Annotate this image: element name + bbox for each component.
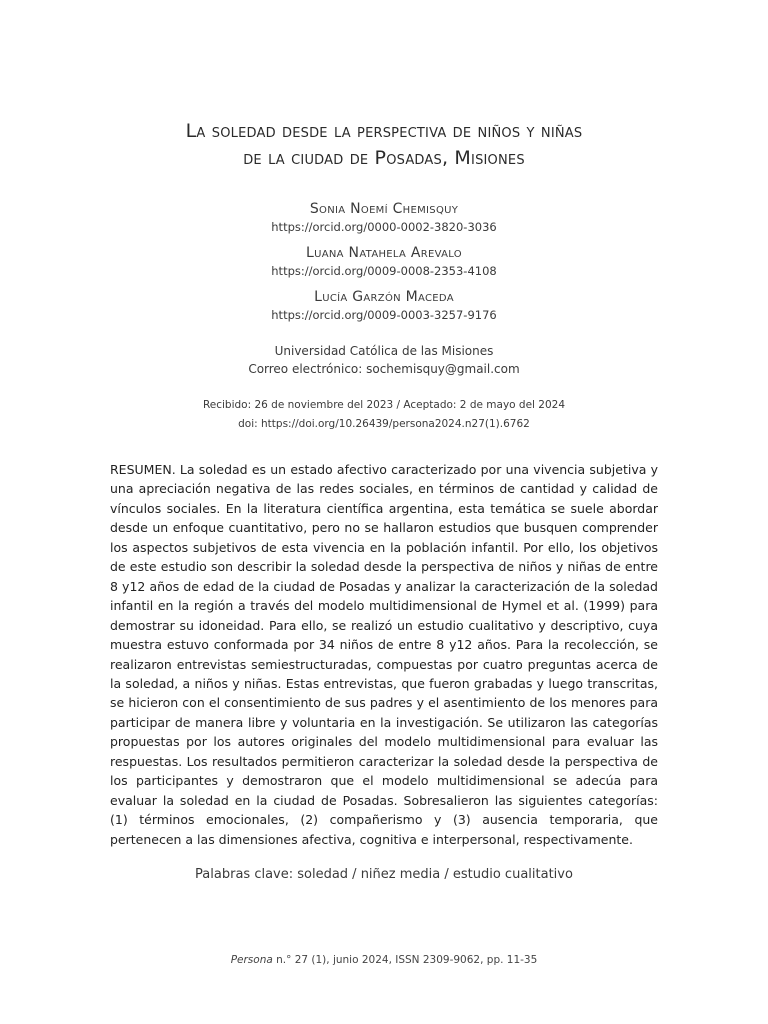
received-accepted-dates: Recibido: 26 de noviembre del 2023 / Aceptado: 2 de mayo del 2024 — [202, 399, 566, 411]
author-entry — [0, 244, 768, 280]
abstract — [110, 460, 658, 849]
author-entry — [0, 200, 768, 236]
keywords: Palabras clave: soledad / niñez media / estudio cualitativo — [195, 867, 573, 882]
author-entry — [0, 288, 768, 324]
doi-link[interactable]: doi: https://doi.org/10.26439/persona2024.n27(1).6762 — [238, 418, 530, 430]
author-name: Sonia Noemí Chemisquy — [309, 201, 459, 217]
affiliation — [0, 342, 768, 378]
title-line-1: La soledad desde la perspectiva de niños y niñas — [185, 120, 583, 142]
author-name: Lucía Garzón Maceda — [314, 289, 454, 305]
publication-dates — [0, 396, 768, 434]
journal-issue-info: n.° 27 (1), junio 2024, ISSN 2309-9062, pp. 11-35 — [272, 954, 538, 966]
journal-name: Persona — [230, 954, 273, 966]
institution: Universidad Católica de las Misiones — [274, 344, 494, 358]
author-name: Luana Natahela Arevalo — [306, 245, 462, 261]
article-title — [0, 118, 768, 172]
journal-footer — [0, 952, 768, 968]
author-list — [0, 200, 768, 332]
author-orcid-link[interactable]: https://orcid.org/0009-0003-3257-9176 — [271, 308, 497, 322]
author-orcid-link[interactable]: https://orcid.org/0009-0008-2353-4108 — [271, 264, 497, 278]
abstract-text: RESUMEN. La soledad es un estado afectivo caracterizado por una vivencia subjetiva y una apreciación negativa de las redes sociales, en términos de cantidad y calidad de vínculos sociales. En la literatura científica argentina, esta temática se suele abordar desde un enfoque cuantitativo, pero no se hallaron estudios que busquen comprender los aspectos subjetivos de esta vivencia en la población infantil. Por ello, los objetivos de este estudio son describir la soledad desde la perspectiva de niños y niñas de entre 8 y12 años de edad de la ciudad de Posadas y analizar la caracterización de la soledad infantil en la región a través del modelo multidimensional de Hymel et al. (1999) para demostrar su idoneidad. Para ello, se realizó un estudio cualitativo y descriptivo, cuya muestra estuvo conformada por 34 niños de entre 8 y12 años. Para la recolección, se realizaron entrevistas semiestructuradas, compuestas por cuatro preguntas acerca de la soledad, a niños y niñas. Estas entrevistas, que fueron grabadas y luego transcritas, se hicieron con el consentimiento de sus padres y el asentimiento de los menores para participar de manera libre y voluntaria en la investigación. Se utilizaron las categorías propuestas por los autores originales del modelo multidimensional para evaluar las respuestas. Los resultados permitieron caracterizar la soledad desde la perspectiva de los participantes y demostraron que el modelo multidimensional se adecúa para evaluar la soledad en la ciudad de Posadas. Sobresalieron las siguientes categorías: (1) términos emocionales, (2) compañerismo y (3) ausencia temporaria, que pertenecen a las dimensiones afectiva, cognitiva e interpersonal, respectivamente. — [110, 462, 658, 847]
title-line-2: de la ciudad de Posadas, Misiones — [243, 147, 525, 169]
contact-email[interactable]: Correo electrónico: sochemisquy@gmail.com — [248, 362, 520, 376]
author-orcid-link[interactable]: https://orcid.org/0000-0002-3820-3036 — [271, 220, 497, 234]
